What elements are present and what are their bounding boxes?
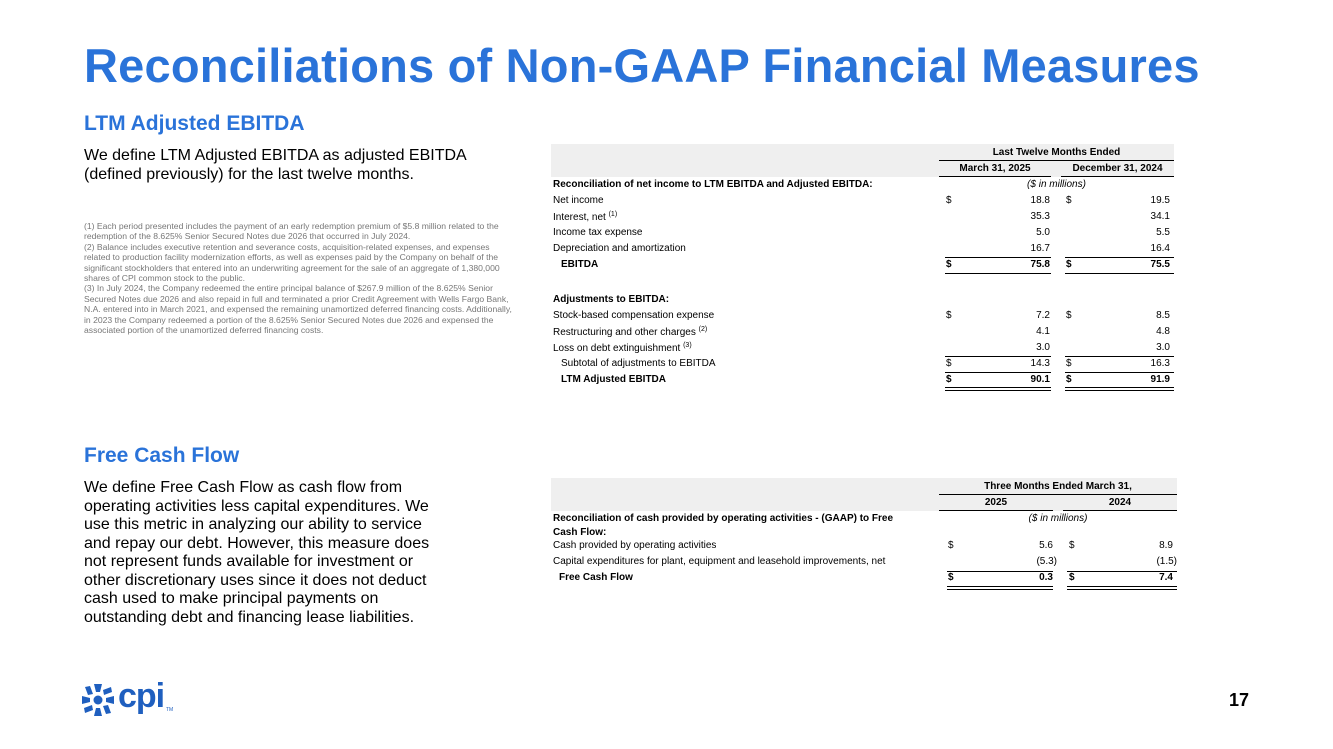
value-2024: 8.5 (1156, 310, 1170, 321)
dollar-sign: $ (1069, 540, 1075, 551)
ltm-definition-line: (defined previously) for the last twelve months. (84, 165, 414, 183)
row-label-text: Interest, net (553, 212, 606, 223)
ltm-heading: LTM Adjusted EBITDA (84, 112, 305, 135)
value-2025: 5.6 (1039, 540, 1053, 551)
dollar-sign: $ (1069, 572, 1075, 583)
ltm-definition-line: We define LTM Adjusted EBITDA as adjusted EBITDA (84, 147, 467, 164)
fcf-definition-line: other discretionary uses since it does not deduct (84, 571, 427, 589)
value-2024: 16.3 (1150, 358, 1170, 369)
row-label (553, 342, 692, 354)
table-row (551, 326, 1174, 342)
dollar-sign: $ (1066, 195, 1072, 206)
fcf-definition-line: cash used to make principal payments on (84, 590, 379, 607)
logo-trademark: TM (166, 707, 174, 713)
fcf-definition-line: and repay our debt. However, this measure does (84, 534, 430, 552)
col-header-2025: 2025 (984, 497, 1008, 508)
value-2025: 7.2 (1036, 310, 1050, 321)
section-label: Reconciliation of net income to LTM EBITDA and Adjusted EBITDA: (553, 179, 873, 190)
value-2024: 91.9 (1150, 374, 1170, 385)
footnote-3: (3) In July 2024, the Company redeemed the entire principal balance of $267.9 million of the 8.625% Senior Secured Notes due 2026 and also repaid in full and terminated a prior Credit Agreement with Wells Fargo Bank, N.A. entered into in March 2021, and expensed the remaining unamortized deferred financing costs. Additionally, in 2023 the Company redeemed a portion of the 8.625% Senior Secured Notes due 2026 and expensed the associated portion of the unamortized deferred financing costs. (84, 283, 512, 336)
ltm-footnotes (84, 221, 514, 335)
footnote-1: (1) Each period presented includes the payment of an early redemption premium of $5.8 million related to the redemption of the 8.625% Senior Secured Notes due 2026 that occurred in July 2024. (84, 221, 499, 242)
row-label: Depreciation and amortization (553, 243, 686, 254)
logo-text: cpi (118, 677, 165, 715)
dollar-sign: $ (946, 358, 952, 369)
table-row (551, 540, 1177, 556)
footnote-2: (2) Balance includes executive retention and severance costs, acquisition-related expenses, and expenses related to production facility modernization efforts, as well as expenses paid by the Company on behalf of the significant stockholders that entered into an underwriting agreement for the sale of an aggregate of 1,380,000 shares of CPI common stock to the public. (84, 241, 500, 284)
ltm-ebitda-table (551, 144, 1174, 396)
value-2024: (1.5) (1156, 556, 1177, 567)
value-2025: 75.8 (1030, 259, 1050, 270)
table-row (551, 195, 1174, 211)
row-label (553, 326, 707, 338)
dollar-sign: $ (1066, 259, 1072, 270)
table-row (551, 227, 1174, 243)
row-label: Free Cash Flow (559, 572, 633, 583)
value-2025: (5.3) (1036, 556, 1057, 567)
ltm-definition (84, 147, 467, 184)
dollar-sign: $ (948, 572, 954, 583)
units-label: ($ in millions) (1028, 513, 1088, 524)
footnote-ref: (1) (608, 211, 618, 218)
section-label: Reconciliation of cash provided by operating activities - (GAAP) to Free (553, 513, 894, 524)
page-title: Reconciliations of Non-GAAP Financial Measures (84, 39, 1200, 92)
value-2024: 7.4 (1159, 572, 1173, 583)
row-label: LTM Adjusted EBITDA (561, 374, 666, 385)
row-label: Stock-based compensation expense (553, 310, 715, 321)
dollar-sign: $ (946, 310, 952, 321)
row-label: Cash provided by operating activities (553, 540, 717, 551)
dollar-sign: $ (1066, 310, 1072, 321)
value-2025: 90.1 (1030, 374, 1050, 385)
dollar-sign: $ (948, 540, 954, 551)
dollar-sign: $ (946, 195, 952, 206)
col-header-march-2025: March 31, 2025 (959, 163, 1031, 174)
fcf-definition (84, 479, 429, 627)
page-number: 17 (1228, 690, 1249, 710)
value-2024: 3.0 (1156, 342, 1170, 353)
value-2025: 3.0 (1036, 342, 1050, 353)
row-label-text: Restructuring and other charges (553, 327, 696, 338)
table-row (551, 211, 1174, 227)
dollar-sign: $ (946, 374, 952, 385)
period-header: Last Twelve Months Ended (992, 147, 1121, 158)
fcf-definition-line: We define Free Cash Flow as cash flow from (84, 479, 403, 496)
value-2025: 18.8 (1030, 195, 1050, 206)
fcf-heading: Free Cash Flow (84, 444, 240, 467)
row-label: Capital expenditures for plant, equipment and leasehold improvements, net (553, 556, 886, 567)
value-2025: 35.3 (1030, 211, 1050, 222)
row-label: Income tax expense (553, 227, 643, 238)
value-2024: 34.1 (1150, 211, 1170, 222)
col-header-dec-2024: December 31, 2024 (1072, 163, 1163, 174)
footnote-ref: (2) (698, 326, 708, 333)
row-label: EBITDA (561, 259, 599, 270)
adjustments-label: Adjustments to EBITDA: (553, 294, 670, 305)
value-2025: 4.1 (1036, 326, 1050, 337)
period-header: Three Months Ended March 31, (984, 481, 1132, 492)
row-label: Net income (553, 195, 604, 206)
fcf-definition-line: outstanding debt and financing lease liabilities. (84, 608, 415, 626)
dollar-sign: $ (1066, 374, 1072, 385)
free-cash-flow-table (551, 478, 1177, 596)
table-row (551, 556, 1177, 572)
table-row (551, 310, 1174, 326)
dollar-sign: $ (946, 259, 952, 270)
section-label-cont: Cash Flow: (553, 527, 607, 538)
col-header-2024: 2024 (1108, 497, 1132, 508)
value-2024: 19.5 (1150, 195, 1170, 206)
value-2025: 16.7 (1030, 243, 1050, 254)
row-label: Subtotal of adjustments to EBITDA (561, 358, 716, 369)
value-2025: 14.3 (1030, 358, 1050, 369)
row-label-text: Loss on debt extinguishment (553, 343, 681, 354)
dollar-sign: $ (1066, 358, 1072, 369)
footnote-ref: (3) (683, 342, 692, 349)
value-2025: 5.0 (1036, 227, 1050, 238)
fcf-definition-line: use this metric in analyzing our ability to service (84, 516, 422, 533)
cpi-logo (80, 677, 180, 723)
value-2024: 5.5 (1156, 227, 1170, 238)
value-2024: 75.5 (1150, 259, 1170, 270)
row-label (553, 211, 617, 223)
fcf-definition-line: not represent funds available for investment or (84, 553, 414, 570)
value-2025: 0.3 (1039, 572, 1053, 583)
value-2024: 16.4 (1150, 243, 1170, 254)
value-2024: 8.9 (1159, 540, 1173, 551)
value-2024: 4.8 (1156, 326, 1170, 337)
fcf-definition-line: operating activities less capital expenditures. We (84, 497, 429, 515)
units-label: ($ in millions) (1027, 179, 1086, 190)
